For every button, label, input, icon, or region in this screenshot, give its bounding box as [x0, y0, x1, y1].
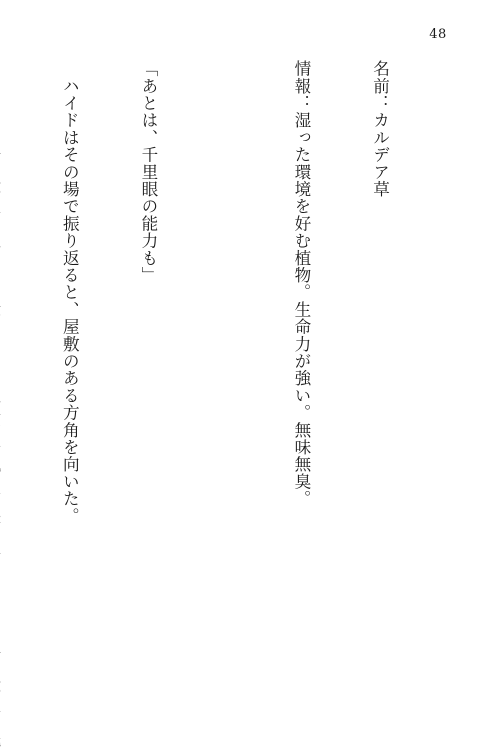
page-number: 48 — [429, 27, 447, 42]
item-info-line: 情報：湿った環境を好む植物。生命力が強い。無味無臭。 — [291, 60, 311, 508]
text-line: 「あとは、千里眼の能力も」 — [138, 60, 158, 284]
text-line — [0, 60, 4, 670]
vertical-text-block — [0, 60, 445, 670]
text-line: ハイドはその場で振り返ると、屋敷のある方角を向いた。 — [60, 60, 80, 525]
item-name-line: 名前：カルデア草 — [370, 60, 390, 198]
section-gap — [213, 60, 235, 670]
